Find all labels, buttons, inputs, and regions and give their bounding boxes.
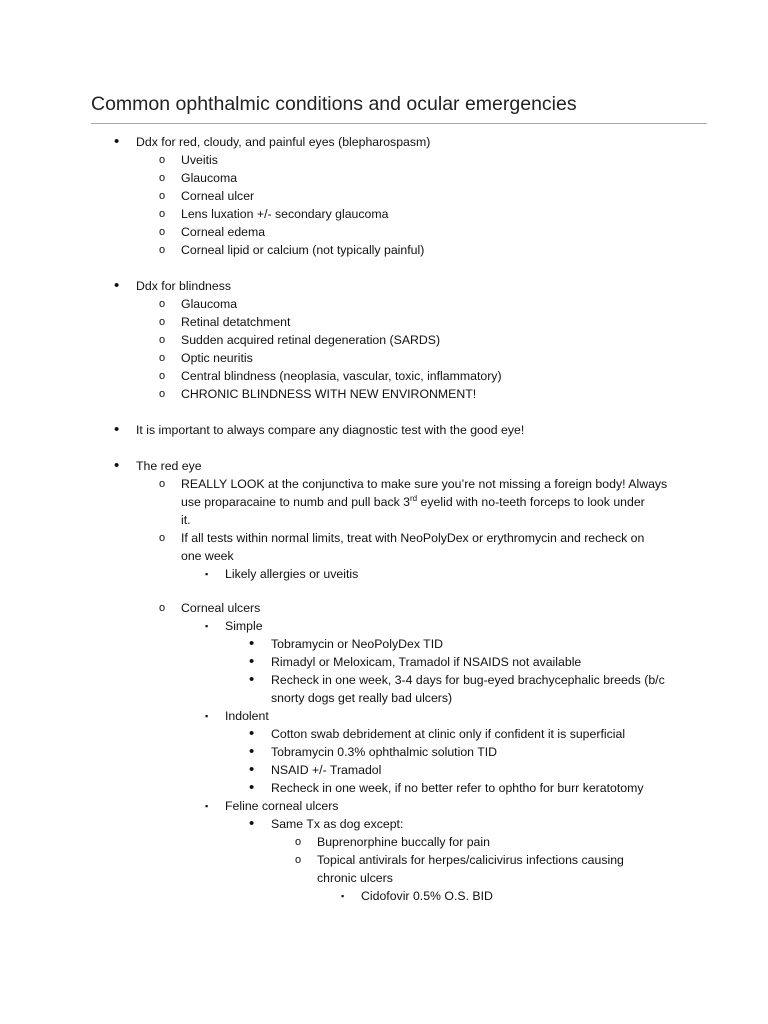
- circle-marker: o: [159, 316, 166, 328]
- circle-marker: o: [159, 478, 166, 490]
- circle-marker: o: [159, 388, 166, 400]
- square-marker: ▪: [205, 621, 209, 631]
- list-item: Cotton swab debridement at clinic only if confident it is superficial: [271, 727, 626, 741]
- circle-marker: o: [159, 172, 166, 184]
- list-item: Glaucoma: [181, 171, 238, 185]
- circle-marker: o: [295, 836, 302, 848]
- list-item: Rimadyl or Meloxicam, Tramadol if NSAIDS not available: [271, 655, 582, 669]
- square-marker: ▪: [205, 711, 209, 721]
- indolent-label: Indolent: [225, 709, 269, 723]
- list-item: Corneal edema: [181, 225, 266, 239]
- title-divider: [91, 123, 707, 124]
- list-item: CHRONIC BLINDNESS WITH NEW ENVIRONMENT!: [181, 387, 477, 401]
- page-title: Common ophthalmic conditions and ocular emergencies: [91, 93, 577, 115]
- circle-marker: o: [159, 208, 166, 220]
- corneal-ulcers-heading: Corneal ulcers: [181, 601, 261, 615]
- list-item: Likely allergies or uveitis: [225, 567, 359, 581]
- bullet-marker: •: [249, 815, 255, 832]
- list-item: Recheck in one week, 3-4 days for bug-eyed brachycephalic breeds (b/c: [271, 673, 665, 687]
- list-item: NSAID +/- Tramadol: [271, 763, 382, 777]
- list-item: If all tests within normal limits, treat with NeoPolyDex or erythromycin and recheck on: [181, 531, 645, 545]
- circle-marker: o: [159, 352, 166, 364]
- list-item: Retinal detatchment: [181, 315, 291, 329]
- list-item: Central blindness (neoplasia, vascular, toxic, inflammatory): [181, 369, 502, 383]
- list-item: Tobramycin or NeoPolyDex TID: [271, 637, 443, 651]
- list-item: Buprenorphine buccally for pain: [317, 835, 490, 849]
- circle-marker: o: [159, 370, 166, 382]
- square-marker: ▪: [341, 891, 345, 901]
- list-item: REALLY LOOK at the conjunctiva to make sure you’re not missing a foreign body! Always: [181, 477, 668, 491]
- simple-label: Simple: [225, 619, 263, 633]
- circle-marker: o: [159, 190, 166, 202]
- text-fragment: eyelid with no-teeth forceps to look under: [417, 495, 645, 509]
- bullet-marker: •: [249, 725, 255, 742]
- bullet-marker: •: [249, 653, 255, 670]
- bullet-marker: •: [249, 779, 255, 796]
- list-item-continuation: it.: [181, 513, 191, 527]
- list-item: Tobramycin 0.3% ophthalmic solution TID: [271, 745, 498, 759]
- bullet-marker: •: [249, 671, 255, 688]
- list-item: Optic neuritis: [181, 351, 253, 365]
- bullet-marker: •: [114, 421, 120, 438]
- bullet-marker: •: [114, 457, 120, 474]
- circle-marker: o: [159, 244, 166, 256]
- circle-marker: o: [159, 334, 166, 346]
- bullet-marker: •: [114, 133, 120, 150]
- list-item: Lens luxation +/- secondary glaucoma: [181, 207, 389, 221]
- bullet-marker: •: [114, 277, 120, 294]
- list-item: Corneal lipid or calcium (not typically painful): [181, 243, 425, 257]
- bullet-marker: •: [249, 635, 255, 652]
- list-item-continuation: one week: [181, 549, 234, 563]
- circle-marker: o: [159, 532, 166, 544]
- list-item: Uveitis: [181, 153, 218, 167]
- circle-marker: o: [159, 226, 166, 238]
- list-item-continuation: snorty dogs get really bad ulcers): [271, 691, 453, 705]
- list-item: Corneal ulcer: [181, 189, 255, 203]
- list-item: Glaucoma: [181, 297, 238, 311]
- compare-note: It is important to always compare any diagnostic test with the good eye!: [136, 423, 525, 437]
- list-item: Sudden acquired retinal degeneration (SARDS): [181, 333, 441, 347]
- circle-marker: o: [159, 298, 166, 310]
- list-item: Same Tx as dog except:: [271, 817, 404, 831]
- list-item-continuation: [181, 494, 645, 511]
- red-eye-heading: The red eye: [136, 459, 202, 473]
- list-item: Topical antivirals for herpes/calicivirus infections causing: [317, 853, 624, 867]
- blindness-heading: Ddx for blindness: [136, 279, 232, 293]
- square-marker: ▪: [205, 569, 209, 579]
- circle-marker: o: [159, 602, 166, 614]
- circle-marker: o: [295, 854, 302, 866]
- square-marker: ▪: [205, 801, 209, 811]
- feline-label: Feline corneal ulcers: [225, 799, 339, 813]
- bullet-marker: •: [249, 743, 255, 760]
- text-fragment: use proparacaine to numb and pull back 3: [181, 495, 411, 509]
- list-item: Cidofovir 0.5% O.S. BID: [361, 889, 493, 903]
- list-item: Recheck in one week, if no better refer to ophtho for burr keratotomy: [271, 781, 644, 795]
- circle-marker: o: [159, 154, 166, 166]
- superscript: rd: [410, 493, 418, 503]
- bullet-marker: •: [249, 761, 255, 778]
- list-item-continuation: chronic ulcers: [317, 871, 393, 885]
- red-cloudy-heading: Ddx for red, cloudy, and painful eyes (blepharospasm): [136, 135, 431, 149]
